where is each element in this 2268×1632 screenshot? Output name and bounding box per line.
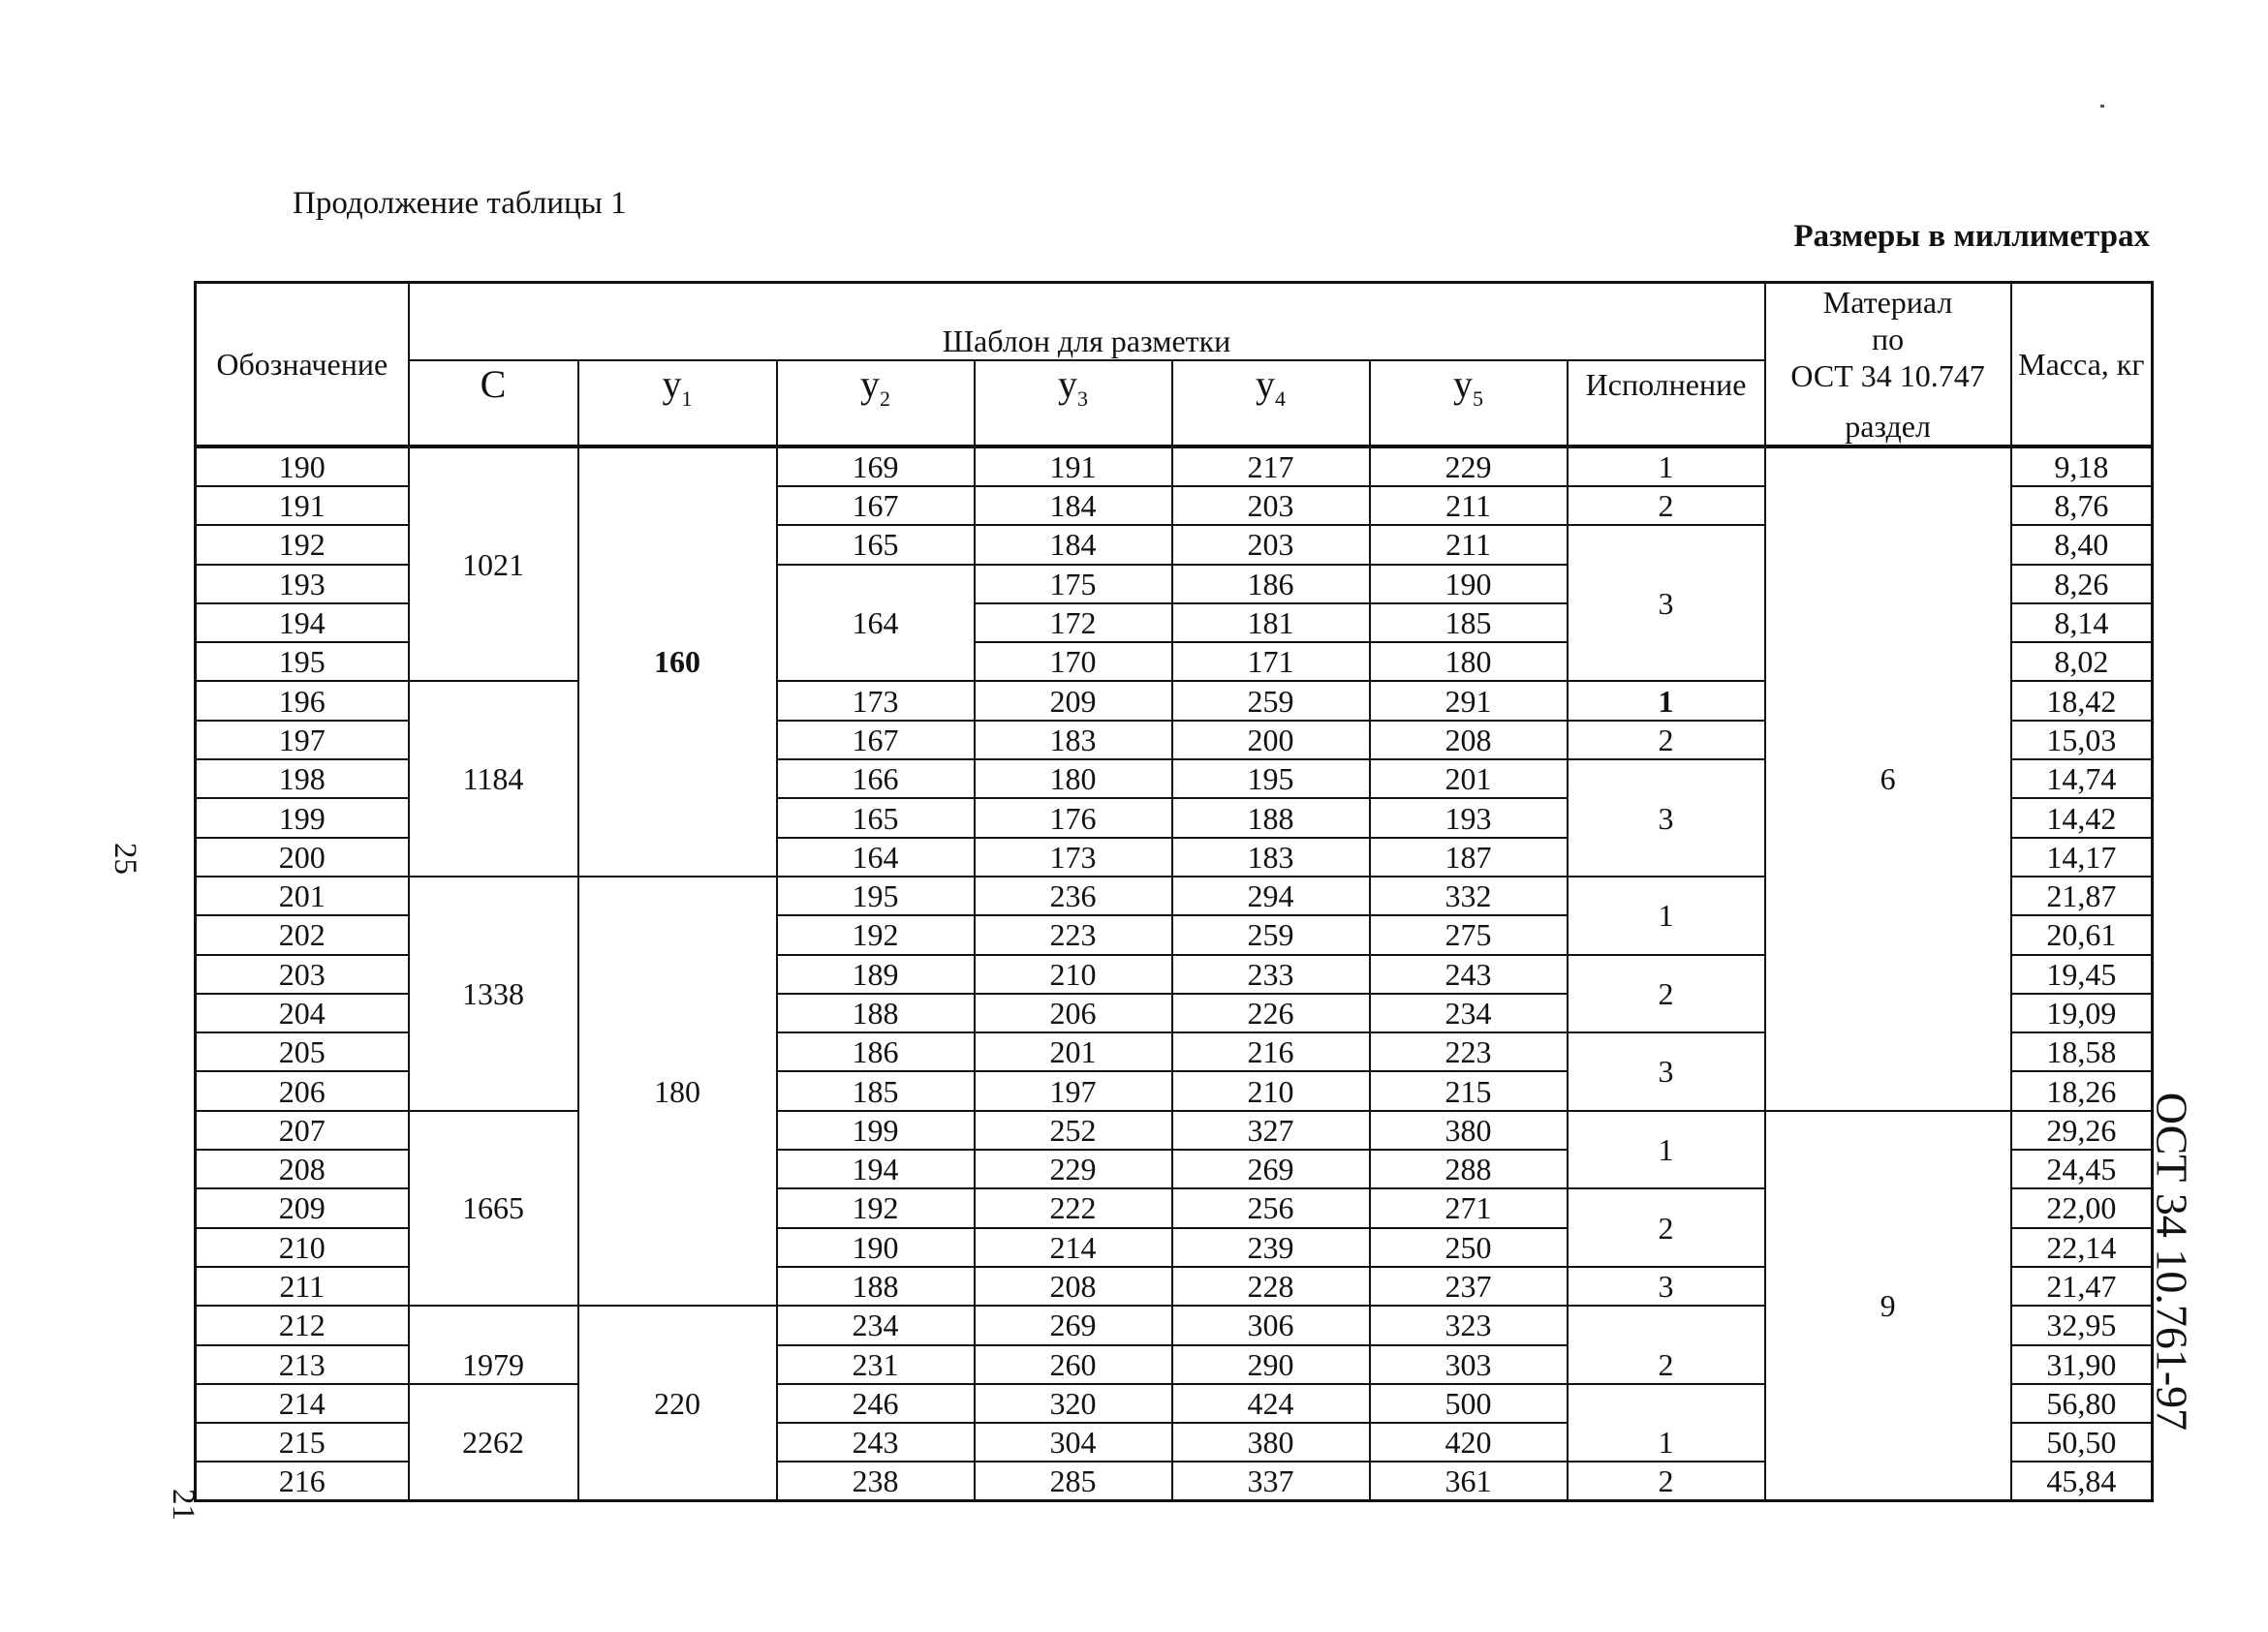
cell-y4: 327 — [1172, 1111, 1370, 1150]
cell-mass: 50,50 — [2011, 1423, 2153, 1462]
cell-y3: 172 — [975, 603, 1172, 642]
cell-y2: 246 — [777, 1384, 975, 1423]
cell-designation: 204 — [196, 994, 409, 1032]
cell-y2: 167 — [777, 486, 975, 525]
cell-mass: 9,18 — [2011, 446, 2153, 486]
cell-y5: 215 — [1370, 1071, 1568, 1110]
cell-mass: 14,17 — [2011, 838, 2153, 877]
cell-designation: 194 — [196, 603, 409, 642]
cell-y3: 184 — [975, 525, 1172, 564]
cell-designation: 203 — [196, 955, 409, 994]
cell-y5: 229 — [1370, 446, 1568, 486]
cell-y2: 231 — [777, 1345, 975, 1384]
cell-y4: 256 — [1172, 1188, 1370, 1227]
y2-subscript: 2 — [880, 386, 890, 412]
cell-execution: 1 — [1568, 1384, 1765, 1463]
cell-y5: 201 — [1370, 759, 1568, 798]
cell-designation: 196 — [196, 681, 409, 720]
cell-y5: 288 — [1370, 1150, 1568, 1188]
cell-y3: 175 — [975, 565, 1172, 603]
cell-designation: 214 — [196, 1384, 409, 1423]
cell-y4: 183 — [1172, 838, 1370, 877]
cell-execution: 1 — [1568, 446, 1765, 486]
y5-subscript: 5 — [1473, 386, 1483, 412]
cell-y5: 361 — [1370, 1462, 1568, 1501]
y-letter: y — [1453, 362, 1473, 407]
cell-mass: 8,40 — [2011, 525, 2153, 564]
cell-designation: 190 — [196, 446, 409, 486]
cell-execution: 2 — [1568, 1306, 1765, 1384]
cell-designation: 191 — [196, 486, 409, 525]
cell-y5: 208 — [1370, 721, 1568, 759]
cell-y5: 237 — [1370, 1267, 1568, 1306]
header-execution: Исполнение — [1568, 360, 1765, 446]
header-y4 — [1172, 360, 1370, 446]
cell-y4: 171 — [1172, 642, 1370, 681]
cell-y5: 275 — [1370, 915, 1568, 954]
cell-y5: 250 — [1370, 1228, 1568, 1267]
cell-execution: 2 — [1568, 1462, 1765, 1501]
y-letter: y — [860, 362, 880, 407]
cell-y3: 222 — [975, 1188, 1172, 1227]
header-material — [1765, 283, 2011, 447]
cell-mass: 8,14 — [2011, 603, 2153, 642]
cell-mass: 22,00 — [2011, 1188, 2153, 1227]
cell-y2: 238 — [777, 1462, 975, 1501]
cell-y4: 226 — [1172, 994, 1370, 1032]
cell-y5: 190 — [1370, 565, 1568, 603]
cell-y3: 201 — [975, 1032, 1172, 1071]
cell-y3: 304 — [975, 1423, 1172, 1462]
cell-y1: 220 — [578, 1306, 777, 1501]
header-mass: Масса, кг — [2011, 283, 2153, 447]
cell-y3: 183 — [975, 721, 1172, 759]
header-y1 — [578, 360, 777, 446]
cell-y2: 192 — [777, 1188, 975, 1227]
y-letter: y — [662, 362, 682, 407]
cell-mass: 45,84 — [2011, 1462, 2153, 1501]
cell-y4: 294 — [1172, 877, 1370, 915]
y1-subscript: 1 — [681, 386, 693, 412]
cell-designation: 201 — [196, 877, 409, 915]
material-line1: Материал — [1822, 285, 1953, 320]
header-y3 — [975, 360, 1172, 446]
cell-designation: 195 — [196, 642, 409, 681]
cell-y5: 223 — [1370, 1032, 1568, 1071]
table-row — [196, 1111, 2153, 1150]
cell-y2: 173 — [777, 681, 975, 720]
cell-y4: 200 — [1172, 721, 1370, 759]
cell-y3: 252 — [975, 1111, 1172, 1150]
cell-y3: 197 — [975, 1071, 1172, 1110]
cell-execution: 3 — [1568, 1032, 1765, 1111]
cell-y4: 269 — [1172, 1150, 1370, 1188]
cell-c: 1665 — [409, 1111, 578, 1306]
cell-designation: 213 — [196, 1345, 409, 1384]
cell-y4: 259 — [1172, 915, 1370, 954]
cell-y4: 203 — [1172, 525, 1370, 564]
cell-y2: 199 — [777, 1111, 975, 1150]
cell-designation: 206 — [196, 1071, 409, 1110]
cell-y4: 203 — [1172, 486, 1370, 525]
cell-y4: 181 — [1172, 603, 1370, 642]
cell-y3: 210 — [975, 955, 1172, 994]
cell-y4: 216 — [1172, 1032, 1370, 1071]
cell-designation: 211 — [196, 1267, 409, 1306]
cell-y5: 187 — [1370, 838, 1568, 877]
cell-execution: 2 — [1568, 955, 1765, 1033]
cell-execution: 2 — [1568, 486, 1765, 525]
cell-y3: 229 — [975, 1150, 1172, 1188]
cell-y5: 211 — [1370, 486, 1568, 525]
cell-y4: 306 — [1172, 1306, 1370, 1344]
cell-material: 6 — [1765, 446, 2011, 1111]
cell-c: 1184 — [409, 681, 578, 876]
scan-speck — [2100, 105, 2104, 108]
cell-designation: 212 — [196, 1306, 409, 1344]
page-number-bottom: 21 — [166, 1489, 201, 1521]
cell-y1: 180 — [578, 877, 777, 1306]
cell-y4: 210 — [1172, 1071, 1370, 1110]
cell-y2: 189 — [777, 955, 975, 994]
cell-mass: 21,87 — [2011, 877, 2153, 915]
cell-y4: 380 — [1172, 1423, 1370, 1462]
cell-mass: 21,47 — [2011, 1267, 2153, 1306]
cell-designation: 197 — [196, 721, 409, 759]
cell-mass: 22,14 — [2011, 1228, 2153, 1267]
cell-mass: 8,76 — [2011, 486, 2153, 525]
cell-y4: 188 — [1172, 798, 1370, 837]
cell-execution: 1 — [1568, 681, 1765, 720]
table-caption: Продолжение таблицы 1 — [293, 186, 627, 221]
cell-y2: 194 — [777, 1150, 975, 1188]
cell-y2: 167 — [777, 721, 975, 759]
cell-y2: 164 — [777, 838, 975, 877]
cell-material: 9 — [1765, 1111, 2011, 1501]
cell-y1: 160 — [578, 446, 777, 877]
cell-designation: 210 — [196, 1228, 409, 1267]
cell-mass: 56,80 — [2011, 1384, 2153, 1423]
cell-designation: 208 — [196, 1150, 409, 1188]
cell-execution: 2 — [1568, 1188, 1765, 1267]
cell-y3: 170 — [975, 642, 1172, 681]
cell-y4: 337 — [1172, 1462, 1370, 1501]
cell-y3: 209 — [975, 681, 1172, 720]
cell-y3: 184 — [975, 486, 1172, 525]
cell-y2: 190 — [777, 1228, 975, 1267]
cell-y2: 185 — [777, 1071, 975, 1110]
cell-y3: 236 — [975, 877, 1172, 915]
cell-designation: 207 — [196, 1111, 409, 1150]
cell-y2: 234 — [777, 1306, 975, 1344]
cell-y2: 243 — [777, 1423, 975, 1462]
cell-execution: 3 — [1568, 1267, 1765, 1306]
cell-y3: 214 — [975, 1228, 1172, 1267]
cell-y5: 271 — [1370, 1188, 1568, 1227]
cell-y2: 192 — [777, 915, 975, 954]
cell-mass: 20,61 — [2011, 915, 2153, 954]
cell-execution: 1 — [1568, 877, 1765, 955]
cell-mass: 32,95 — [2011, 1306, 2153, 1344]
cell-mass: 18,42 — [2011, 681, 2153, 720]
cell-y2: 165 — [777, 525, 975, 564]
cell-y5: 303 — [1370, 1345, 1568, 1384]
cell-y5: 234 — [1370, 994, 1568, 1032]
cell-y4: 424 — [1172, 1384, 1370, 1423]
y3-subscript: 3 — [1077, 386, 1088, 412]
cell-y2: 164 — [777, 565, 975, 682]
cell-y4: 290 — [1172, 1345, 1370, 1384]
header-y2 — [777, 360, 975, 446]
cell-execution: 3 — [1568, 525, 1765, 681]
header-c: C — [409, 360, 578, 446]
cell-y3: 285 — [975, 1462, 1172, 1501]
cell-mass: 19,09 — [2011, 994, 2153, 1032]
cell-y5: 180 — [1370, 642, 1568, 681]
y4-subscript: 4 — [1275, 386, 1286, 412]
cell-designation: 202 — [196, 915, 409, 954]
page-number: 25 — [108, 843, 142, 875]
cell-designation: 209 — [196, 1188, 409, 1227]
cell-y3: 191 — [975, 446, 1172, 486]
cell-c: 1021 — [409, 446, 578, 681]
units-note: Размеры в миллиметрах — [1793, 219, 2150, 254]
cell-y3: 176 — [975, 798, 1172, 837]
material-line4: раздел — [1845, 409, 1931, 444]
cell-y3: 206 — [975, 994, 1172, 1032]
cell-designation: 193 — [196, 565, 409, 603]
cell-y4: 259 — [1172, 681, 1370, 720]
cell-y2: 166 — [777, 759, 975, 798]
cell-y4: 186 — [1172, 565, 1370, 603]
cell-c: 1979 — [409, 1306, 578, 1384]
cell-y4: 228 — [1172, 1267, 1370, 1306]
cell-designation: 215 — [196, 1423, 409, 1462]
cell-mass: 29,26 — [2011, 1111, 2153, 1150]
cell-mass: 19,45 — [2011, 955, 2153, 994]
cell-designation: 216 — [196, 1462, 409, 1501]
cell-mass: 15,03 — [2011, 721, 2153, 759]
cell-y2: 195 — [777, 877, 975, 915]
cell-y5: 243 — [1370, 955, 1568, 994]
cell-y4: 239 — [1172, 1228, 1370, 1267]
cell-mass: 14,42 — [2011, 798, 2153, 837]
cell-y3: 223 — [975, 915, 1172, 954]
cell-y3: 260 — [975, 1345, 1172, 1384]
cell-mass: 14,74 — [2011, 759, 2153, 798]
cell-y4: 233 — [1172, 955, 1370, 994]
cell-y2: 169 — [777, 446, 975, 486]
cell-c: 2262 — [409, 1384, 578, 1501]
cell-designation: 200 — [196, 838, 409, 877]
cell-execution: 2 — [1568, 721, 1765, 759]
cell-y2: 165 — [777, 798, 975, 837]
cell-designation: 205 — [196, 1032, 409, 1071]
cell-y4: 195 — [1172, 759, 1370, 798]
cell-y5: 323 — [1370, 1306, 1568, 1344]
y-letter: y — [1058, 362, 1077, 407]
header-template: Шаблон для разметки — [409, 283, 1765, 361]
cell-y3: 180 — [975, 759, 1172, 798]
cell-c: 1338 — [409, 877, 578, 1111]
standard-code: ОСТ 34 10.761-97 — [2147, 1092, 2197, 1432]
cell-designation: 192 — [196, 525, 409, 564]
cell-mass: 31,90 — [2011, 1345, 2153, 1384]
cell-y5: 193 — [1370, 798, 1568, 837]
cell-mass: 8,26 — [2011, 565, 2153, 603]
cell-y5: 211 — [1370, 525, 1568, 564]
material-line2: по — [1872, 322, 1905, 356]
cell-execution: 3 — [1568, 759, 1765, 877]
material-line3: ОСТ 34 10.747 — [1790, 358, 1985, 393]
cell-mass: 8,02 — [2011, 642, 2153, 681]
data-table — [194, 281, 2154, 1502]
cell-y3: 269 — [975, 1306, 1172, 1344]
cell-y3: 320 — [975, 1384, 1172, 1423]
cell-execution: 1 — [1568, 1111, 1765, 1189]
cell-y3: 208 — [975, 1267, 1172, 1306]
cell-y3: 173 — [975, 838, 1172, 877]
cell-mass: 24,45 — [2011, 1150, 2153, 1188]
cell-mass: 18,58 — [2011, 1032, 2153, 1071]
header-y5 — [1370, 360, 1568, 446]
header-designation: Обозначение — [196, 283, 409, 447]
cell-y2: 188 — [777, 1267, 975, 1306]
table-row — [196, 446, 2153, 486]
cell-y5: 185 — [1370, 603, 1568, 642]
y-letter: y — [1256, 362, 1275, 407]
cell-designation: 198 — [196, 759, 409, 798]
cell-y5: 500 — [1370, 1384, 1568, 1423]
cell-y2: 186 — [777, 1032, 975, 1071]
cell-designation: 199 — [196, 798, 409, 837]
cell-y5: 332 — [1370, 877, 1568, 915]
cell-mass: 18,26 — [2011, 1071, 2153, 1110]
cell-y5: 420 — [1370, 1423, 1568, 1462]
cell-y4: 217 — [1172, 446, 1370, 486]
cell-y5: 380 — [1370, 1111, 1568, 1150]
cell-y2: 188 — [777, 994, 975, 1032]
cell-y5: 291 — [1370, 681, 1568, 720]
